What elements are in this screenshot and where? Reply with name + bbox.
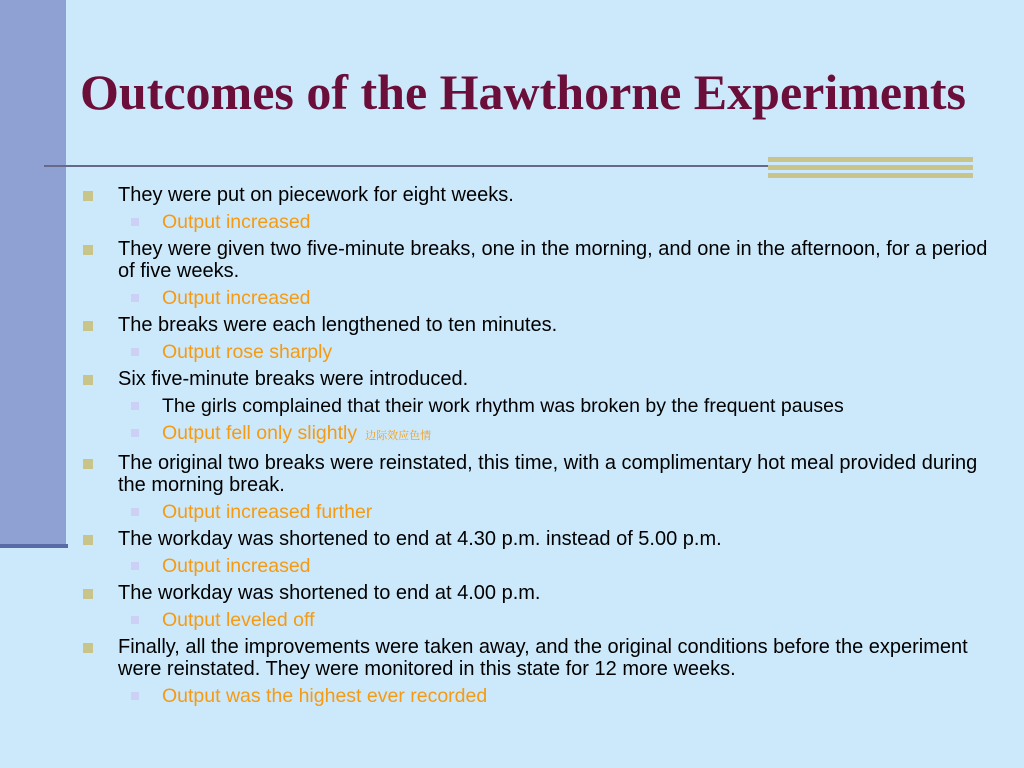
bullet-item [78,368,1008,390]
square-bullet-icon [131,294,139,302]
square-bullet-icon [83,375,93,385]
sub-bullet-item [78,287,1008,309]
square-bullet-icon [131,616,139,624]
accent-stripe [768,157,973,162]
square-bullet-icon [131,508,139,516]
left-decorative-bar [0,0,66,546]
sub-bullet-item [78,422,1008,447]
bullet-item [78,452,1008,496]
bullet-item [78,314,1008,336]
bullet-text: The original two breaks were reinstated, this time, with a complimentary hot meal provided during the morning break. [118,452,978,496]
square-bullet-icon [83,245,93,255]
bullet-text: Finally, all the improvements were taken away, and the original conditions before the experiment were reinstated. They were monitored in this state for 12 more weeks. [118,636,968,680]
annotation-note: 边际效应色情 [365,429,432,442]
sub-bullet-item [78,555,1008,577]
sub-bullet-item [78,341,1008,363]
accent-stripe [768,173,973,178]
slide-title: Outcomes of the Hawthorne Experiments [80,64,966,120]
outcome-text: Output increased [162,287,311,309]
title-divider [44,165,774,167]
outcome-text: Output increased [162,211,311,233]
left-bar-shadow [0,544,68,548]
square-bullet-icon [83,459,93,469]
outcome-text: Output fell only slightly [162,422,358,444]
bullet-item [78,636,1008,680]
square-bullet-icon [83,589,93,599]
bullet-item [78,528,1008,550]
bullet-text: The workday was shortened to end at 4.30 p.m. instead of 5.00 p.m. [118,528,722,550]
square-bullet-icon [83,191,93,201]
square-bullet-icon [131,348,139,356]
square-bullet-icon [83,643,93,653]
bullet-item [78,184,1008,206]
sub-bullet-text: The girls complained that their work rhythm was broken by the frequent pauses [162,395,844,417]
outcome-text: Output rose sharply [162,341,333,363]
bullet-item [78,582,1008,604]
square-bullet-icon [83,321,93,331]
sub-bullet-item [78,609,1008,631]
bullet-text: Six five-minute breaks were introduced. [118,368,469,390]
sub-bullet-item [78,211,1008,233]
slide-body [78,179,1008,707]
outcome-text: Output increased [162,555,311,577]
square-bullet-icon [131,218,139,226]
outcome-text: Output increased further [162,501,373,523]
square-bullet-icon [131,562,139,570]
sub-bullet-item [78,395,1008,417]
outcome-text: Output leveled off [162,609,315,631]
bullet-text: They were put on piecework for eight weeks. [118,184,514,206]
bullet-text: The breaks were each lengthened to ten minutes. [118,314,558,336]
sub-bullet-item [78,501,1008,523]
sub-bullet-item [78,685,1008,707]
bullet-text: The workday was shortened to end at 4.00 p.m. [118,582,541,604]
outcome-text: Output was the highest ever recorded [162,685,488,707]
accent-stripes [768,157,973,181]
square-bullet-icon [131,402,139,410]
bullet-item [78,238,1008,282]
square-bullet-icon [131,692,139,700]
square-bullet-icon [83,535,93,545]
bullet-text: They were given two five-minute breaks, one in the morning, and one in the afternoon, for a period of five weeks. [118,238,988,282]
square-bullet-icon [131,429,139,437]
accent-stripe [768,165,973,170]
